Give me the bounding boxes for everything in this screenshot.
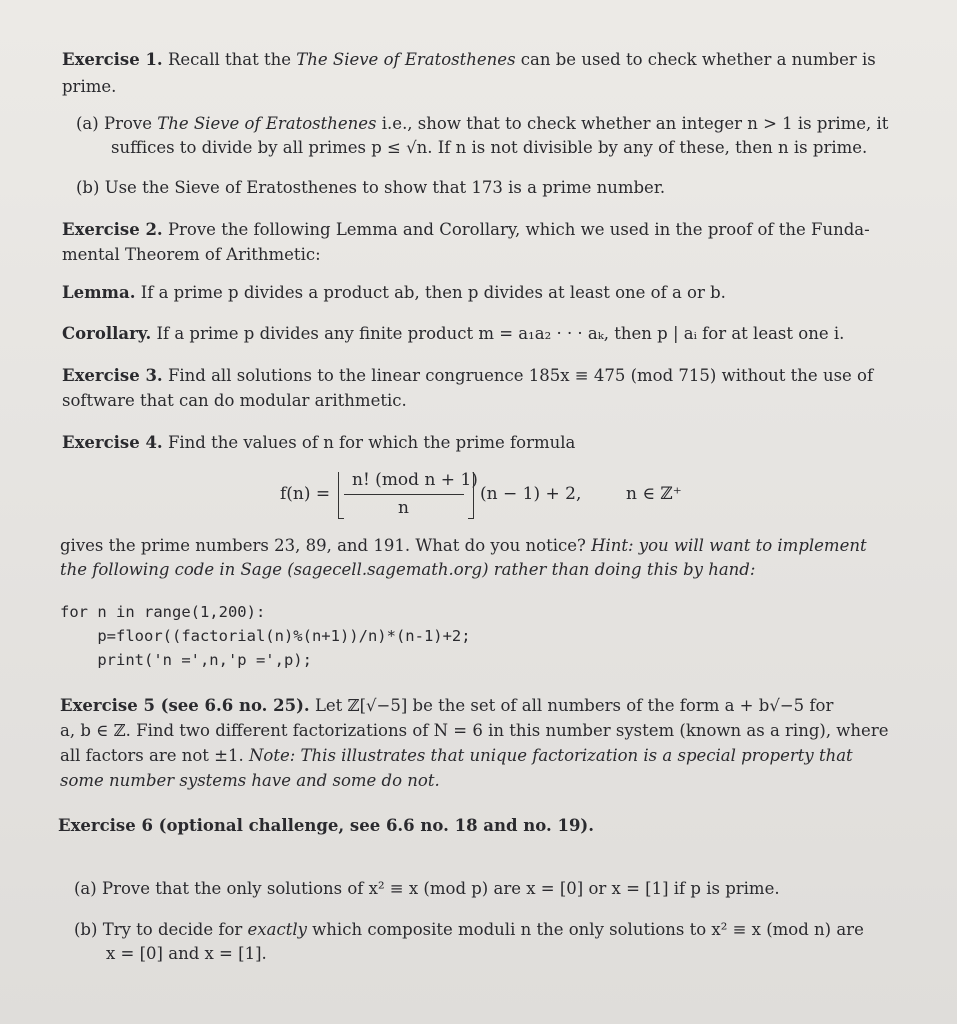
exercise-6b-line2: x = [0] and x = [1].: [106, 944, 267, 963]
exercise-4-hint: the following code in Sage (sagecell.sagemath.org) rather than doing this by hand:: [60, 560, 756, 579]
exercise-3: Exercise 3. Find all solutions to the linear congruence 185x ≡ 475 (mod 715) without the use of: [62, 366, 874, 385]
exercise-1-heading: Exercise 1.: [62, 50, 163, 69]
exercise-5-note: some number systems have and some do not.: [60, 771, 440, 790]
exercise-5: Exercise 5 (see 6.6 no. 25). Let ℤ[√−5] be the set of all numbers of the form a + b√−5 for: [60, 696, 834, 715]
floor-bracket-right: [468, 472, 474, 519]
exercise-1a: (a) Prove The Sieve of Eratosthenes i.e., show that to check whether an integer n > 1 is prime, it: [76, 114, 889, 133]
lemma: Lemma. If a prime p divides a product ab, then p divides at least one of a or b.: [62, 283, 726, 302]
code-line: print('n =',n,'p =',p);: [60, 651, 312, 669]
exercise-1b: (b) Use the Sieve of Eratosthenes to show that 173 is a prime number.: [76, 178, 666, 197]
exercise-2: Exercise 2. Prove the following Lemma and Corollary, which we used in the proof of the Funda-: [62, 220, 870, 239]
exercise-2-heading: Exercise 2.: [62, 220, 163, 239]
exercise-5-line2: a, b ∈ ℤ. Find two different factorizations of N = 6 in this number system (known as a ring), where: [60, 721, 889, 740]
exercise-1a-line2: suffices to divide by all primes p ≤ √n. If n is not divisible by any of these, then n is prime.: [111, 138, 868, 157]
exercise-4: Exercise 4. Find the values of n for which the prime formula: [62, 433, 576, 452]
exercise-4-heading: Exercise 4.: [62, 433, 163, 452]
code-line: for n in range(1,200):: [60, 603, 266, 621]
exercise-6a: (a) Prove that the only solutions of x² ≡ x (mod p) are x = [0] or x = [1] if p is prime.: [74, 879, 780, 898]
exercise-2-line2: mental Theorem of Arithmetic:: [62, 245, 321, 264]
sage-code-block: [60, 600, 471, 672]
exercise-3-heading: Exercise 3.: [62, 366, 163, 385]
exercise-1-line2: prime.: [62, 77, 117, 96]
corollary: Corollary. If a prime p divides any finite product m = a₁a₂ · · · aₖ, then p | aᵢ for at least one i.: [62, 324, 845, 343]
prime-formula: f(n) = n! (mod n + 1) n (n − 1) + 2, n ∈ ℤ⁺: [280, 470, 682, 518]
code-line: p=floor((factorial(n)%(n+1))/n)*(n-1)+2;: [60, 627, 471, 645]
exercise-6b: (b) Try to decide for exactly which composite moduli n the only solutions to x² ≡ x (mod n) are: [74, 920, 864, 939]
exercise-1: Exercise 1. Recall that the The Sieve of Eratosthenes can be used to check whether a number is: [62, 50, 876, 69]
exercise-4-after: gives the prime numbers 23, 89, and 191. What do you notice? Hint: you will want to implement: [60, 536, 867, 555]
exercise-5-heading: Exercise 5 (see 6.6 no. 25).: [60, 696, 310, 715]
exercise-3-line2: software that can do modular arithmetic.: [62, 391, 407, 410]
exercise-5-line3: all factors are not ±1. Note: This illustrates that unique factorization is a special property that: [60, 746, 853, 765]
fraction-bar: [344, 494, 464, 495]
exercise-6-heading: Exercise 6 (optional challenge, see 6.6 no. 18 and no. 19).: [58, 816, 594, 835]
floor-bracket-left: [338, 472, 344, 519]
